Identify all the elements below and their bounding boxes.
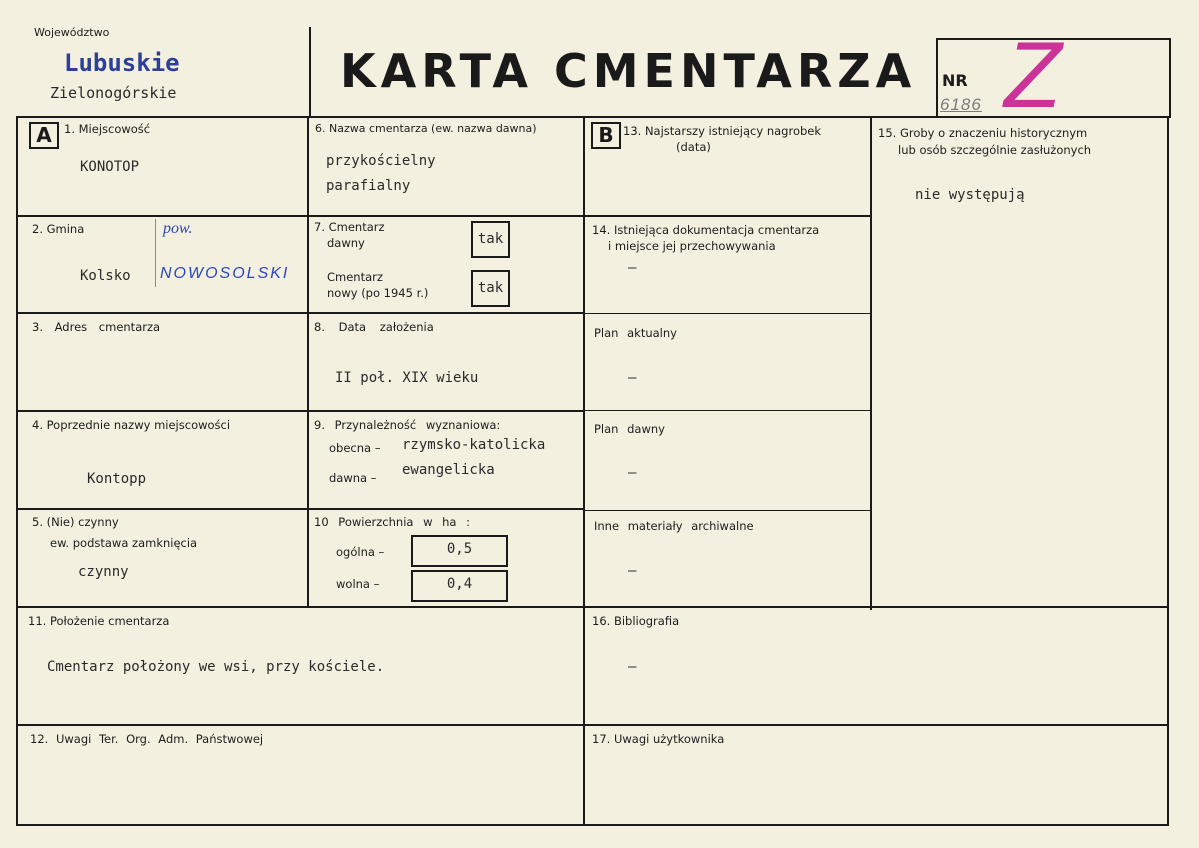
field17-label: 17. Uwagi użytkownika bbox=[592, 732, 725, 746]
field14-label-line1: 14. Istniejąca dokumentacja cmentarza bbox=[592, 223, 820, 237]
field10-total-value: 0,5 bbox=[411, 535, 508, 567]
field6-value-line1: przykościelny bbox=[326, 153, 436, 169]
nr-letter: Z bbox=[1004, 22, 1062, 127]
field9-former-label: dawna – bbox=[329, 471, 377, 485]
field5-label-line1: 5. (Nie) czynny bbox=[32, 515, 119, 529]
row-divider-2b bbox=[584, 313, 871, 314]
field1-value: KONOTOP bbox=[80, 159, 140, 175]
field14-plan-old-value: – bbox=[628, 465, 637, 481]
col-divider-1 bbox=[307, 116, 309, 608]
field14-other-label: Inne materiały archiwalne bbox=[594, 519, 754, 533]
field5-value: czynny bbox=[78, 564, 129, 580]
field14-plan-current-value: – bbox=[628, 370, 637, 386]
col-divider-3 bbox=[870, 116, 872, 610]
nr-number: 6186 bbox=[940, 95, 982, 114]
field10-free-value: 0,4 bbox=[411, 570, 508, 602]
field14-plan-current-label: Plan aktualny bbox=[594, 326, 677, 340]
section-b-marker: B bbox=[591, 122, 621, 149]
field9-label: 9. Przynależność wyznaniowa: bbox=[314, 418, 501, 432]
bottom-border-line bbox=[16, 824, 1168, 826]
field3-label: 3. Adres cmentarza bbox=[32, 320, 161, 334]
field7-new-value: tak bbox=[471, 270, 510, 307]
field11-value: Cmentarz położony we wsi, przy kościele. bbox=[47, 659, 385, 675]
section-a-marker: A bbox=[29, 122, 59, 149]
field6-value-line2: parafialny bbox=[326, 178, 411, 194]
col-divider-2 bbox=[583, 116, 585, 824]
field10-free-label: wolna – bbox=[336, 577, 380, 591]
row-divider-4b bbox=[584, 510, 871, 511]
field7-old-label-1: 7. Cmentarz bbox=[314, 220, 385, 234]
field10-total-label: ogólna – bbox=[336, 545, 385, 559]
nr-box-left bbox=[936, 38, 938, 118]
field7-old-value: tak bbox=[471, 221, 510, 258]
field2-hand-pow: pow. bbox=[163, 220, 193, 237]
row-divider-4 bbox=[17, 508, 584, 510]
field2-hand-line bbox=[155, 219, 156, 287]
right-border-line bbox=[1167, 116, 1169, 826]
field14-value: – bbox=[628, 260, 637, 276]
field16-label: 16. Bibliografia bbox=[592, 614, 680, 628]
field1-label: 1. Miejscowość bbox=[64, 122, 151, 136]
row-divider-3b bbox=[584, 410, 871, 411]
wojewodztwo-label: Województwo bbox=[34, 26, 110, 39]
field7-old-label-2: dawny bbox=[327, 236, 365, 250]
field4-value: Kontopp bbox=[87, 471, 147, 487]
field2-hand-county: NOWOSOLSKI bbox=[160, 265, 290, 282]
old-region: Zielonogórskie bbox=[50, 84, 177, 102]
field13-label-line2: (data) bbox=[676, 140, 711, 154]
field8-label: 8. Data założenia bbox=[314, 320, 434, 334]
field9-current-value: rzymsko-katolicka bbox=[402, 437, 546, 453]
field7-new-label-2: nowy (po 1945 r.) bbox=[327, 286, 429, 300]
field15-label-line1: 15. Groby o znaczeniu historycznym bbox=[878, 126, 1088, 140]
field10-label: 10 Powierzchnia w ha : bbox=[314, 515, 471, 529]
field14-label-line2: i miejsce jej przechowywania bbox=[608, 239, 776, 253]
row-divider-2 bbox=[17, 312, 584, 314]
row-divider-1 bbox=[17, 215, 584, 217]
row-divider-5 bbox=[17, 606, 1168, 608]
field14-other-value: – bbox=[628, 563, 637, 579]
field16-value: – bbox=[628, 659, 637, 675]
page-title: KARTA CMENTARZA bbox=[340, 44, 917, 98]
row-divider-6 bbox=[17, 724, 1168, 726]
field9-current-label: obecna – bbox=[329, 441, 381, 455]
field8-value: II poł. XIX wieku bbox=[335, 370, 479, 386]
top-left-line bbox=[17, 116, 1171, 118]
field6-label: 6. Nazwa cmentarza (ew. nazwa dawna) bbox=[315, 122, 537, 135]
row-divider-3 bbox=[17, 410, 584, 412]
field5-label-line2: ew. podstawa zamknięcia bbox=[50, 536, 198, 550]
left-border-line bbox=[16, 116, 18, 826]
field4-label: 4. Poprzednie nazwy miejscowości bbox=[32, 418, 231, 432]
row-divider-1b bbox=[583, 215, 871, 217]
field12-label: 12. Uwagi Ter. Org. Adm. Państwowej bbox=[30, 732, 264, 746]
field15-value: nie występują bbox=[915, 187, 1025, 203]
field15-label-line2: lub osób szczególnie zasłużonych bbox=[898, 143, 1092, 157]
field2-label: 2. Gmina bbox=[32, 222, 85, 236]
field11-label: 11. Położenie cmentarza bbox=[28, 614, 170, 628]
field13-label-line1: 13. Najstarszy istniejący nagrobek bbox=[623, 124, 822, 138]
nr-box-right bbox=[1169, 38, 1171, 118]
nr-label: NR bbox=[942, 71, 968, 90]
field9-former-value: ewangelicka bbox=[402, 462, 495, 478]
wojewodztwo-stamp: Lubuskie bbox=[64, 49, 180, 77]
field7-new-label-1: Cmentarz bbox=[327, 270, 383, 284]
field2-value: Kolsko bbox=[80, 268, 131, 284]
field14-plan-old-label: Plan dawny bbox=[594, 422, 665, 436]
header-divider-line bbox=[309, 27, 311, 118]
